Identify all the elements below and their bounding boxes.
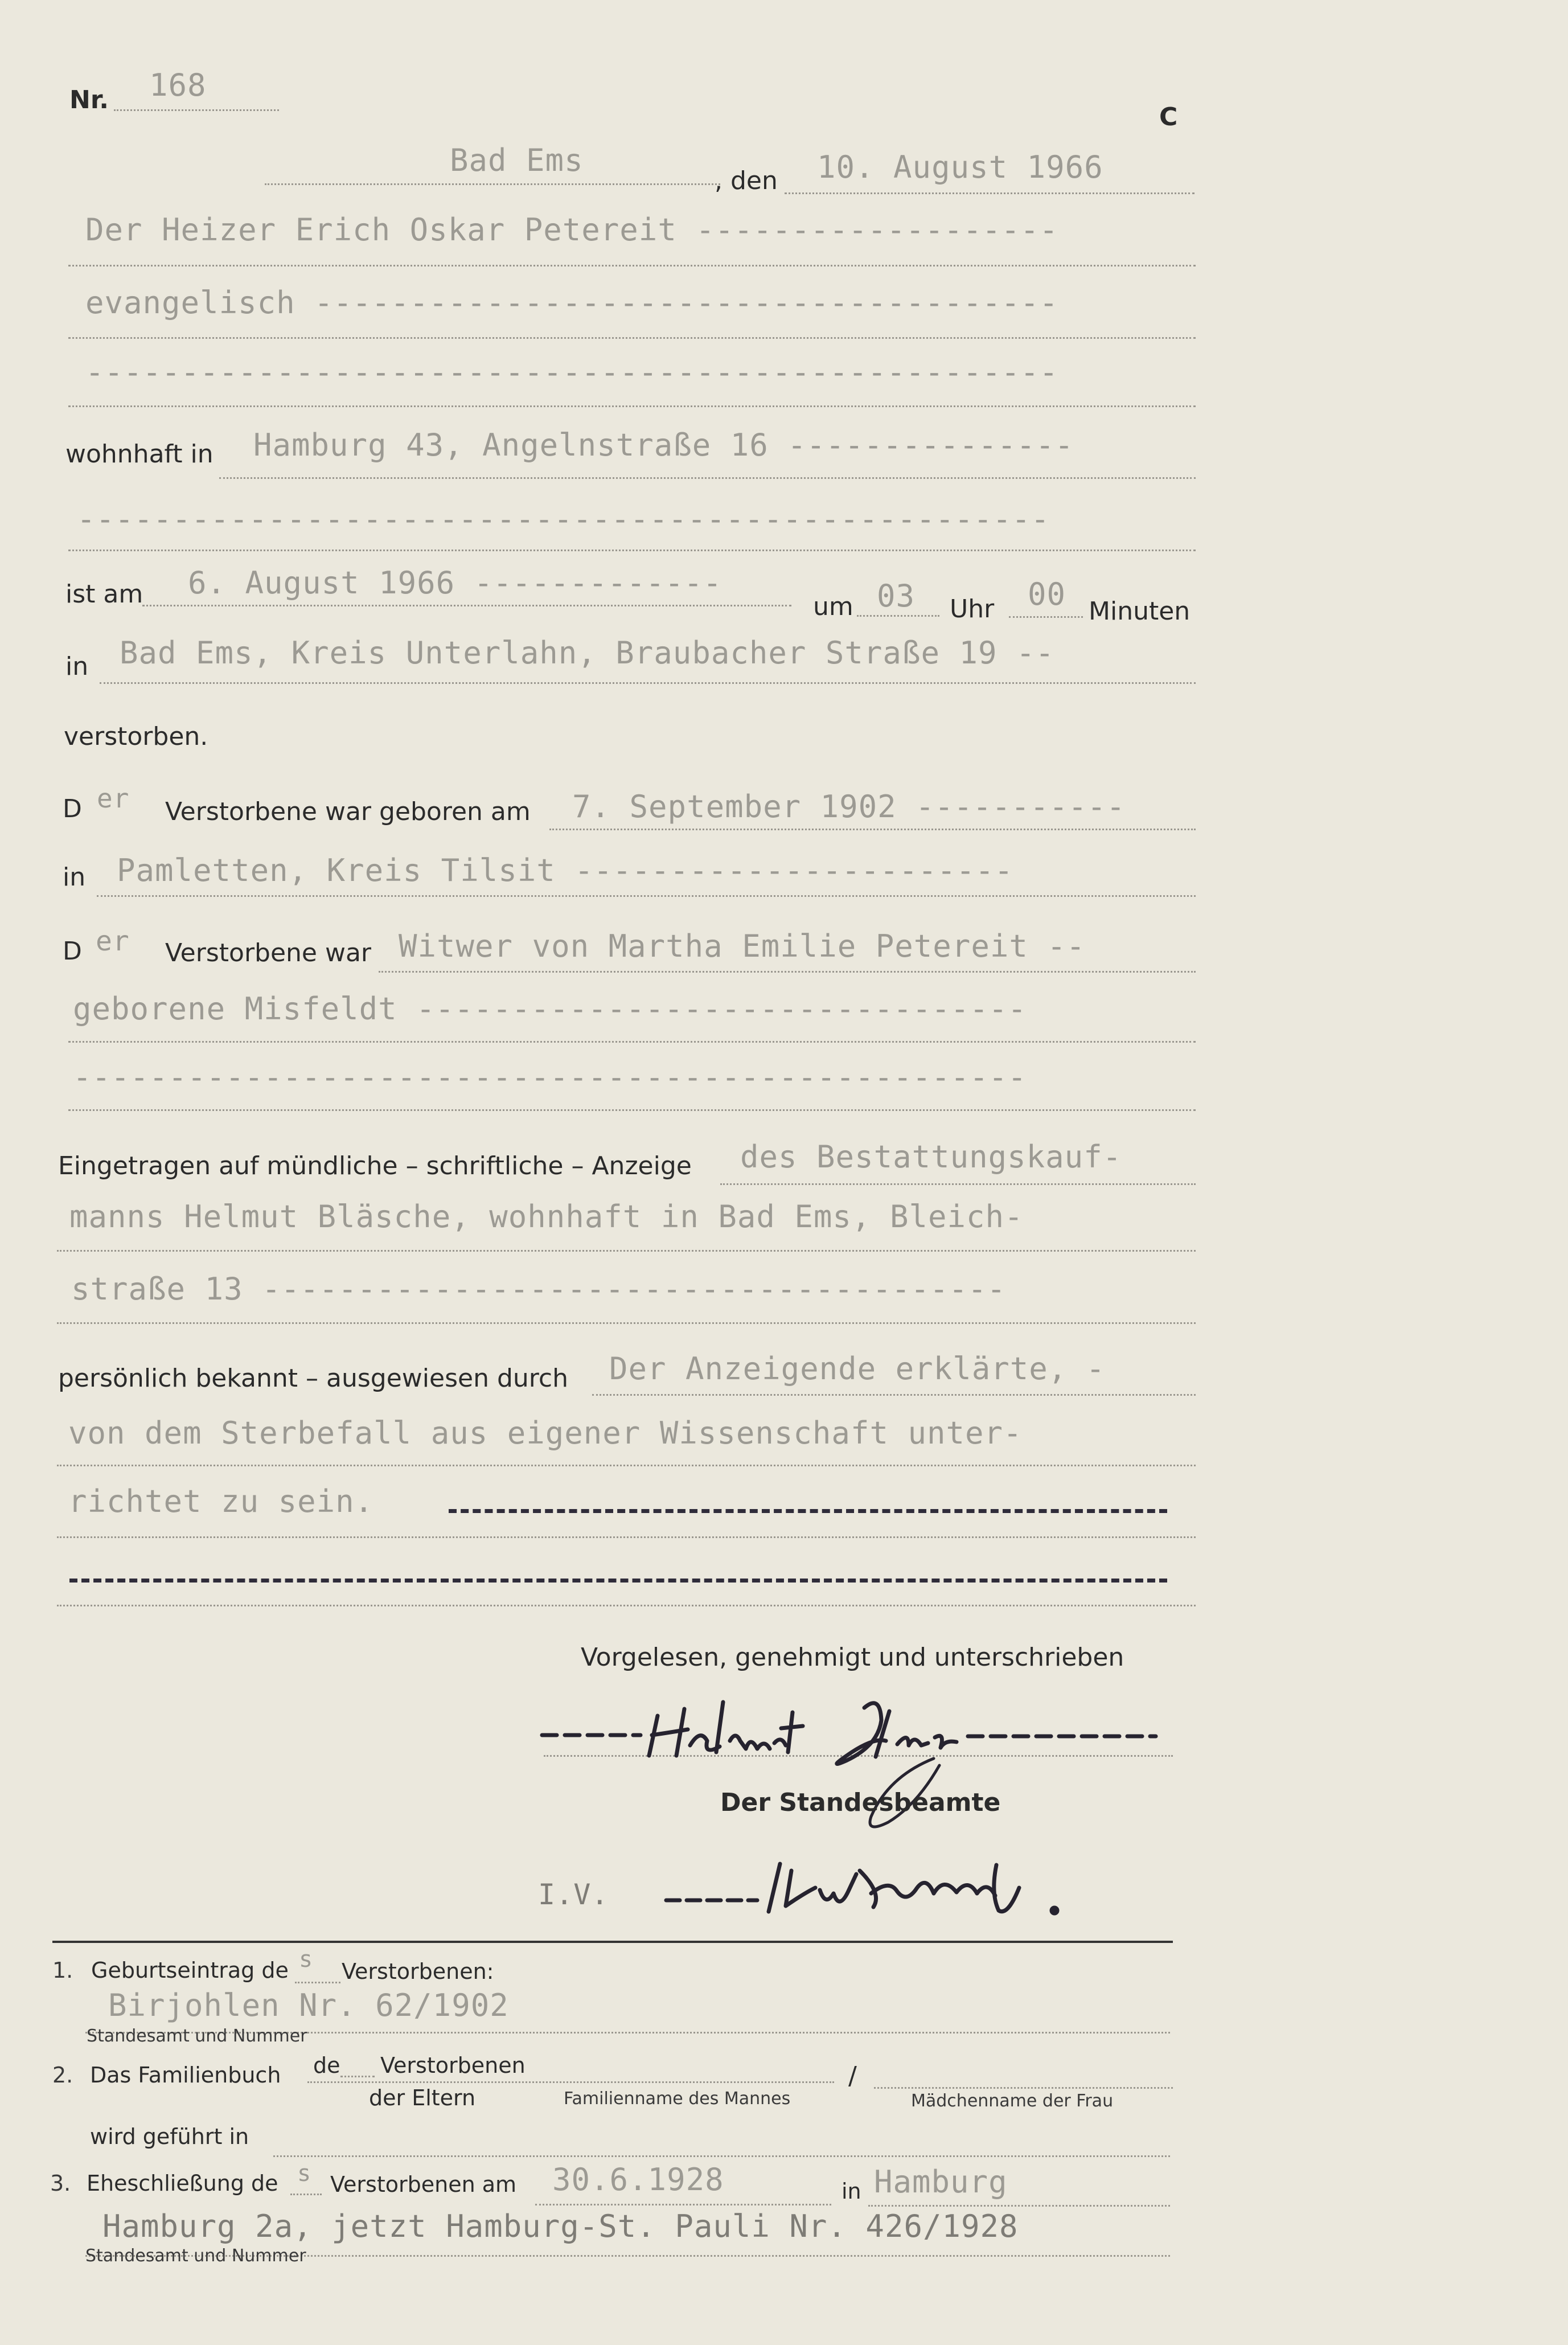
- address-blank-line: ---------------------------------------------------: [77, 501, 1050, 537]
- item1-label: Geburtseintrag de: [91, 1958, 289, 1983]
- death-in-label: in: [65, 652, 89, 681]
- person-dotted-line-3: [68, 405, 1196, 407]
- item2-verstorbenen: Verstorbenen: [380, 2053, 526, 2078]
- birth-date: 7. September 1902 -----------: [572, 789, 1126, 825]
- item1-number: 1.: [52, 1958, 73, 1983]
- report-line3: straße 13 ---------------------------------------: [71, 1271, 1007, 1307]
- place-dotted-line: [265, 183, 720, 185]
- identity-dotted-line-1: [592, 1394, 1196, 1396]
- item3-number: 3.: [50, 2171, 71, 2196]
- person-dotted-line-1: [68, 265, 1196, 267]
- marriage-date: 30.6.1928: [552, 2162, 724, 2198]
- report-label: [58, 1151, 692, 1180]
- item3-suffix: s: [297, 2160, 312, 2187]
- report-line2: manns Helmut Bläsche, wohnhaft in Bad Ems, Bleich-: [69, 1199, 1024, 1235]
- birth-label: Verstorbene war geboren am: [165, 797, 531, 826]
- nr-label: Nr.: [69, 85, 109, 114]
- report-line1: des Bestattungskauf-: [740, 1139, 1122, 1175]
- identity-label-prefix: persönlich bekannt –: [58, 1364, 319, 1393]
- iv-label: I.V.: [538, 1878, 609, 1911]
- item2-gefuehrt-label: wird geführt in: [90, 2124, 249, 2149]
- identity-line1: Der Anzeigende erklärte, -: [609, 1351, 1106, 1387]
- entry-number: 168: [149, 67, 207, 103]
- address-dotted-line-2: [68, 550, 1196, 551]
- residence-address: Hamburg 43, Angelnstraße 16 ---------------: [253, 427, 1074, 463]
- status-dotted-line-3: [68, 1109, 1196, 1111]
- identity-dotted-line-2: [57, 1465, 1196, 1466]
- birth-date-dotted-line: [549, 829, 1196, 830]
- item2-dotted-line-b: [874, 2087, 1173, 2089]
- report-label-suffix: – Anzeige: [571, 1151, 692, 1180]
- birth-in-label: in: [63, 863, 86, 892]
- item1-label2: Verstorbenen:: [342, 1959, 494, 1984]
- item3-label: Eheschließung de: [87, 2171, 278, 2196]
- person-dotted-line-2: [68, 337, 1196, 339]
- status-label: Verstorbene war: [165, 938, 372, 967]
- den-label: , den: [715, 166, 778, 195]
- item2-gefuehrt-dotted-line: [273, 2155, 1170, 2157]
- item3-standesamt-label: Standesamt und Nummer: [85, 2246, 306, 2266]
- footer-separator: [52, 1941, 1173, 1943]
- report-dotted-line-3: [57, 1322, 1196, 1324]
- form-letter: C: [1159, 103, 1178, 132]
- item3-label2: Verstorbenen am: [330, 2172, 517, 2197]
- item3-in-label: in: [842, 2179, 861, 2204]
- item3-place-dotted-line: [868, 2205, 1170, 2207]
- registration-date: 10. August 1966: [817, 149, 1103, 185]
- uhr-label: Uhr: [950, 595, 995, 624]
- birth-entry-value: Birjohlen Nr. 62/1902: [108, 1987, 509, 2023]
- item2-dotted-line-a: [307, 2081, 834, 2083]
- report-label-struck: schriftliche: [426, 1151, 564, 1180]
- status-article: er: [96, 925, 130, 957]
- item2-de-dotted-line: [340, 2076, 375, 2077]
- death-minute: 00: [1028, 576, 1066, 612]
- marriage-entry-value: Hamburg 2a, jetzt Hamburg-St. Pauli Nr. 426/1928: [102, 2208, 1019, 2244]
- identity-line2: von dem Sterbefall aus eigener Wissenschaft unter-: [68, 1415, 1023, 1451]
- um-label: um: [813, 592, 853, 621]
- item3-suffix-dotted-line: [290, 2194, 322, 2195]
- item2-number: 2.: [52, 2063, 73, 2088]
- death-place-dotted-line: [100, 682, 1196, 684]
- birth-d-label: D: [63, 794, 82, 823]
- item2-husband-label: Familienname des Mannes: [564, 2089, 791, 2109]
- item2-wife-label: Mädchenname der Frau: [911, 2091, 1114, 2111]
- date-dotted-line: [785, 192, 1195, 194]
- status-d-label: D: [63, 937, 82, 966]
- wohnhaft-label: wohnhaft in: [65, 440, 214, 469]
- birth-place: Pamletten, Kreis Tilsit -----------------------: [117, 852, 1014, 888]
- report-label-prefix: Eingetragen auf mündliche –: [58, 1151, 418, 1180]
- marriage-place: Hamburg: [874, 2164, 1008, 2200]
- person-blank-line: ---------------------------------------------------: [85, 354, 1059, 390]
- nr-dotted-line: [114, 109, 279, 111]
- birth-article: er: [97, 783, 130, 814]
- status-dotted-line-1: [379, 971, 1196, 973]
- religion-line: evangelisch ---------------------------------------: [85, 285, 1059, 321]
- death-place: Bad Ems, Kreis Unterlahn, Braubacher Straße 19 --: [120, 635, 1055, 671]
- birth-place-dotted-line: [97, 895, 1196, 897]
- item1-standesamt-label: Standesamt und Nummer: [87, 2026, 307, 2046]
- hour-dotted-line: [857, 615, 939, 617]
- registration-place: Bad Ems: [450, 142, 584, 178]
- item2-label: Das Familienbuch: [90, 2063, 281, 2088]
- item2-eltern: der Eltern: [369, 2085, 476, 2110]
- item2-slash: /: [848, 2061, 857, 2090]
- identity-filler-dashes-2: [69, 1579, 1167, 1583]
- identity-dotted-line-4: [57, 1605, 1196, 1606]
- identity-filler-dashes-1: [449, 1509, 1167, 1513]
- read-approved-label: Vorgelesen, genehmigt und unterschrieben: [581, 1643, 1124, 1672]
- item2-de: de: [313, 2053, 340, 2078]
- report-dotted-line-2: [57, 1250, 1196, 1252]
- minuten-label: Minuten: [1089, 597, 1191, 626]
- marital-status-line3: --------------------------------------------------: [73, 1059, 1027, 1095]
- registrar-title: Der Standesbeamte: [720, 1788, 1001, 1817]
- verstorben-label: verstorben.: [64, 722, 208, 751]
- minute-dotted-line: [1009, 616, 1083, 618]
- death-date-dotted-line: [142, 605, 791, 606]
- death-date: 6. August 1966 -------------: [188, 565, 723, 601]
- identity-label-struck: ausgewiesen durch: [326, 1364, 568, 1393]
- identity-line3: richtet zu sein.: [68, 1483, 374, 1519]
- item1-suffix-dotted-line: [295, 1982, 340, 1983]
- marital-status-line1: Witwer von Martha Emilie Petereit --: [399, 928, 1086, 964]
- address-dotted-line: [219, 477, 1196, 479]
- report-dotted-line-1: [720, 1183, 1196, 1185]
- marital-status-line2: geborene Misfeldt --------------------------------: [73, 991, 1027, 1027]
- ist-am-label: ist am: [65, 580, 143, 609]
- identity-dotted-line-3: [57, 1536, 1196, 1538]
- status-dotted-line-2: [68, 1041, 1196, 1043]
- item1-suffix: s: [299, 1946, 314, 1973]
- death-hour: 03: [877, 578, 916, 614]
- person-name-line: Der Heizer Erich Oskar Petereit -------------------: [85, 212, 1059, 248]
- identity-label: [58, 1364, 568, 1393]
- item3-date-dotted-line: [535, 2204, 831, 2205]
- registrar-deputy-signature: [655, 1854, 1179, 1928]
